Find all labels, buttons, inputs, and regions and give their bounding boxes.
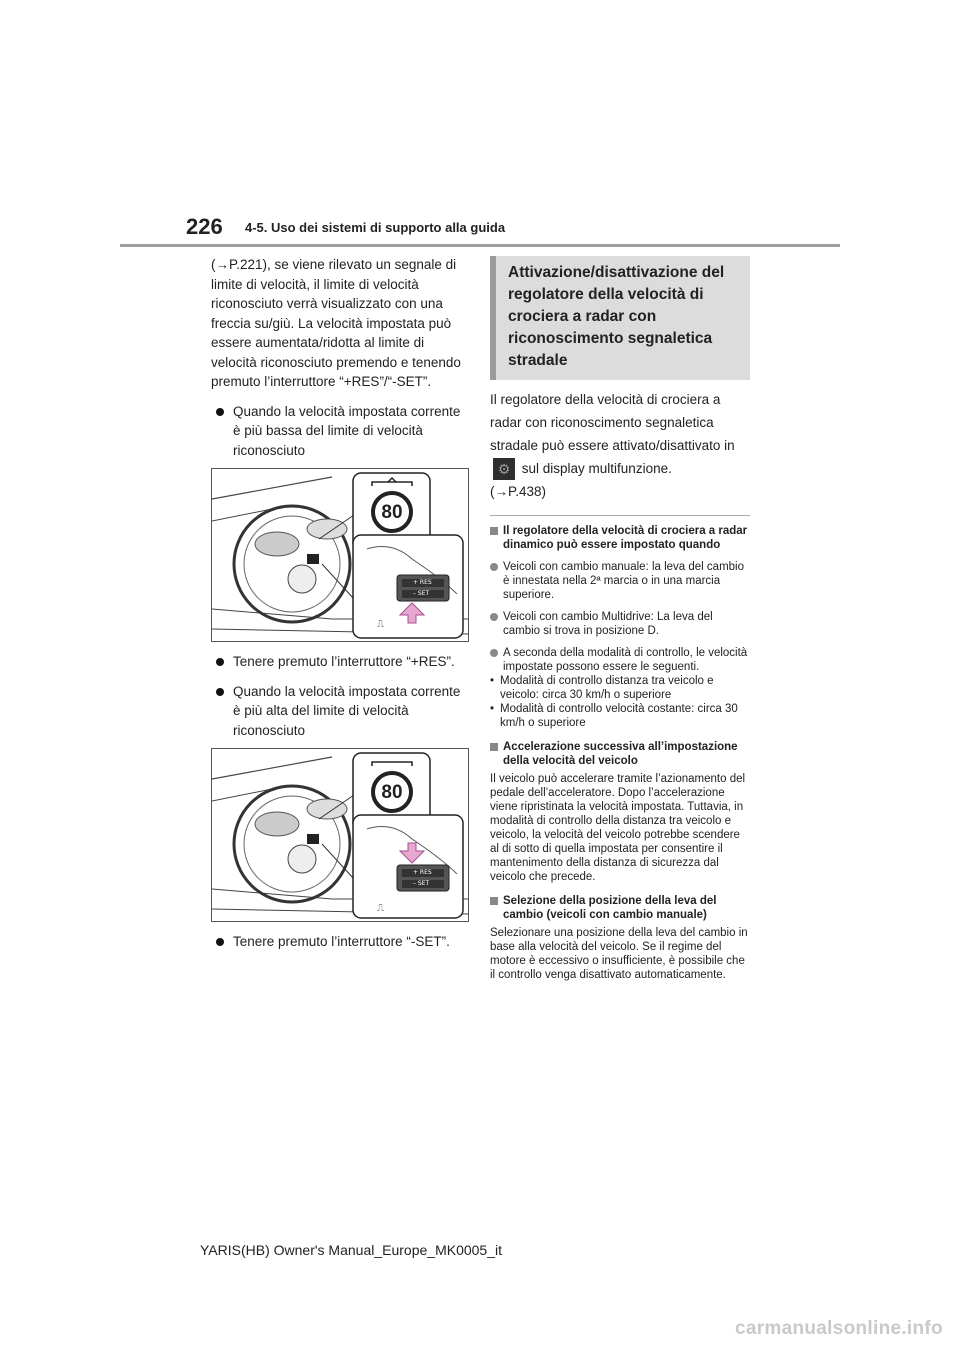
figure-set-switch	[211, 748, 469, 922]
set-switch-label: – SET	[413, 880, 430, 887]
footer-manual-id: YARIS(HB) Owner's Manual_Europe_MK0005_it	[200, 1242, 502, 1258]
activation-text-b: sul display multifunzione.	[521, 461, 672, 476]
bullet-hold-set	[216, 932, 471, 952]
bullet-higher-speed	[216, 682, 471, 741]
condition-text: A seconda della modalità di controllo, le velocità impostate possono essere le seguenti.	[503, 647, 748, 674]
watermark: carmanualsonline.info	[735, 1318, 943, 1339]
square-bullet	[490, 897, 498, 905]
set-switch-label: – SET	[413, 590, 430, 597]
subhead-text: Il regolatore della velocità di crociera a radar dinamico può essere impostato quando	[503, 525, 748, 552]
bullet-text: Tenere premuto l’interruttore “-SET”.	[233, 934, 450, 949]
page-reference: (→P.438)	[490, 484, 547, 500]
square-bullet	[490, 527, 498, 535]
speed-subitem: • Modalità di controllo distanza tra veicolo e veicolo: circa 30 km/h o superiore	[490, 674, 750, 702]
speed-sign-value: 80	[381, 782, 403, 803]
bullet-dot	[216, 408, 224, 416]
activation-paragraph	[490, 388, 750, 503]
square-bullet	[490, 743, 498, 751]
figure-res-switch	[211, 468, 469, 642]
steering-illustration-2	[212, 749, 468, 921]
subitem-text: Modalità di controllo velocità costante: circa 30 km/h o superiore	[500, 703, 738, 730]
bullet-lower-speed	[216, 402, 471, 461]
gear-icon: ⚙	[493, 458, 515, 480]
speed-subitem: • Modalità di controllo velocità costante: circa 30 km/h o superiore	[490, 702, 750, 730]
bullet-text: Tenere premuto l’interruttore “+RES”.	[233, 654, 455, 669]
subhead-text: Selezione della posizione della leva del cambio (veicoli con cambio manuale)	[503, 895, 717, 922]
speed-sign-value: 80	[381, 502, 403, 523]
bullet-dot	[216, 938, 224, 946]
acceleration-paragraph: Il veicolo può accelerare tramite l’azionamento del pedale dell’acceleratore. Dopo l’accelerazione viene ripristinata la velocità impostata. Tuttavia, in modalità di controllo della distanza tra veicolo e veicolo, la velocità del veicolo potrebbe scendere al di sotto di quella impostata per consentire il mantenimento della distanza di sicurezza dal veicolo che precede.	[490, 773, 746, 884]
circle-bullet	[490, 613, 498, 621]
heading-activation: Attivazione/disattivazione del regolatore della velocità di crociera a radar con riconoscimento segnaletica stradale	[490, 256, 750, 380]
bullet-text: Quando la velocità impostata corrente è più bassa del limite di velocità riconosciuto	[233, 403, 461, 458]
bullet-dot	[216, 658, 224, 666]
subhead-gear-selection	[490, 894, 750, 922]
bullet-dot	[216, 688, 224, 696]
section-divider	[490, 515, 750, 516]
res-switch-label: + RES	[413, 869, 432, 876]
section-title: 4-5. Uso dei sistemi di supporto alla guida	[245, 220, 506, 235]
bullet-hold-res	[216, 652, 471, 672]
subhead-conditions	[490, 524, 750, 552]
condition-text: Veicoli con cambio manuale: la leva del cambio è innestata nella 2ª marcia o in una marcia superiore.	[503, 561, 744, 602]
steering-illustration-1	[212, 469, 468, 641]
circle-bullet	[490, 563, 498, 571]
subitem-text: Modalità di controllo distanza tra veicolo e veicolo: circa 30 km/h o superiore	[500, 675, 714, 702]
subhead-text: Accelerazione successiva all’impostazione della velocità del veicolo	[503, 741, 738, 768]
res-switch-label: + RES	[413, 579, 432, 586]
condition-text: Veicoli con cambio Multidrive: La leva del cambio si trova in posizione D.	[503, 611, 713, 638]
bullet-text: Quando la velocità impostata corrente è più alta del limite di velocità riconosciuto	[233, 683, 461, 738]
gear-selection-paragraph: Selezionare una posizione della leva del cambio in base alla velocità del veicolo. Se il regime del motore è eccessivo o insufficiente, è possibile che il controllo venga disattivato automaticamente.	[490, 927, 748, 982]
header-divider	[120, 244, 840, 247]
subhead-acceleration	[490, 740, 750, 768]
svg-text:⎍: ⎍	[377, 903, 384, 914]
left-column	[211, 255, 471, 960]
page-number: 226	[186, 214, 223, 239]
intro-paragraph: (→P.221), se viene rilevato un segnale di limite di velocità, il limite di velocità riconosciuto verrà visualizzato con una freccia su/giù. La velocità impostata può essere aumentata/ridotta al limite di velocità riconosciuto premendo e tenendo premuto l’interruttore “+RES”/“-SET”.	[211, 257, 461, 389]
right-column	[490, 255, 750, 982]
svg-text:⎍: ⎍	[377, 619, 384, 630]
circle-bullet	[490, 649, 498, 657]
activation-text-a: Il regolatore della velocità di crociera a radar con riconoscimento segnaletica stradale può essere attivato/disattivato in	[490, 392, 735, 453]
condition-item	[490, 560, 750, 602]
condition-item	[490, 646, 750, 674]
condition-item	[490, 610, 750, 638]
